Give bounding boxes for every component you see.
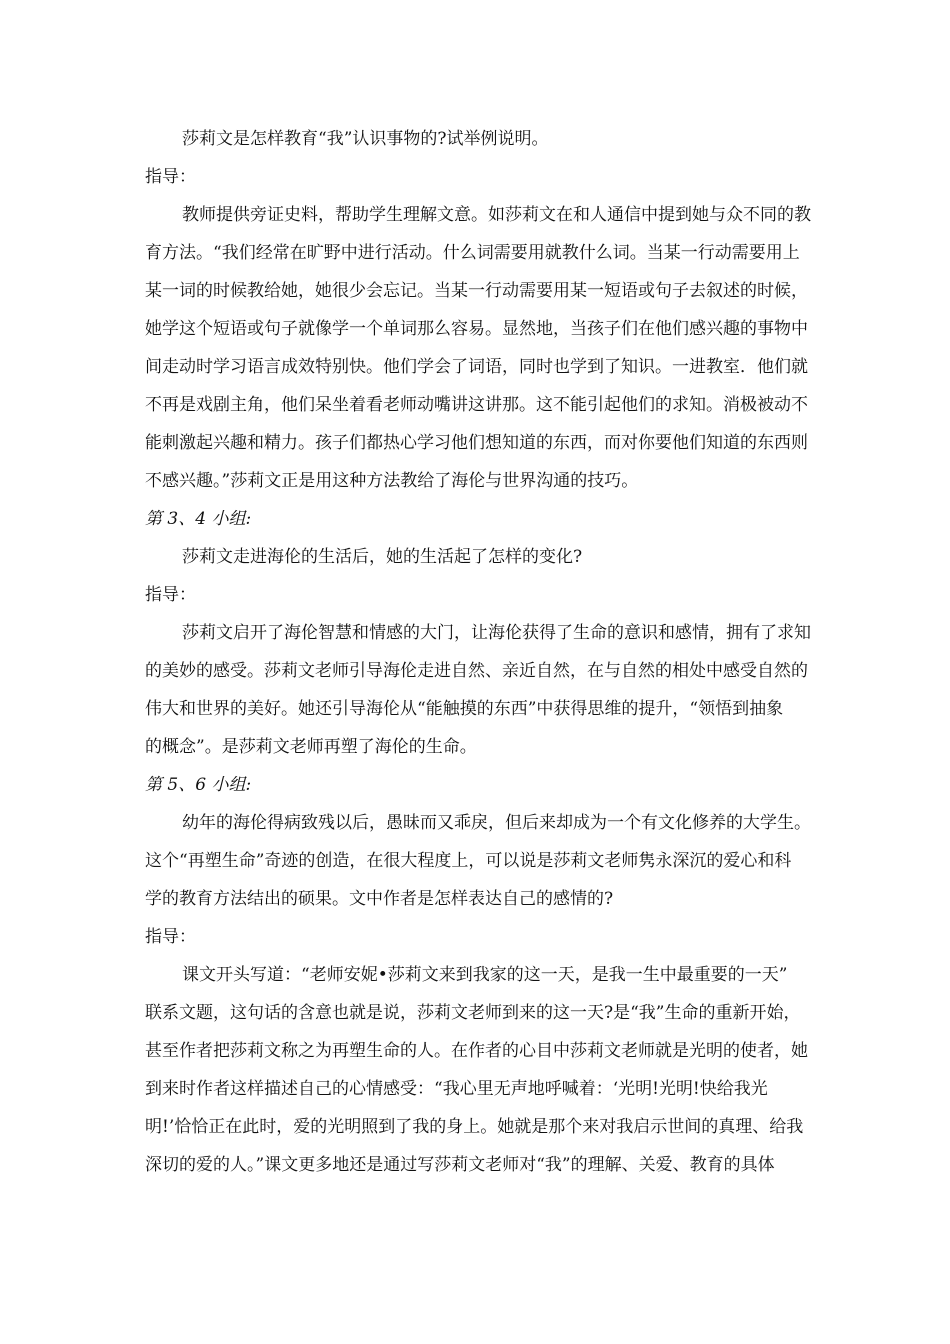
group-heading-3-4: 第 3、4 小组: bbox=[145, 509, 252, 529]
guide-3-line-4: 到来时作者这样描述自己的心情感受：“我心里无声地呼喊着：‘光明!光明!快给我光 bbox=[145, 1079, 768, 1099]
guide-3-line-3: 甚至作者把莎莉文称之为再塑生命的人。在作者的心目中莎莉文老师就是光明的使者，她 bbox=[145, 1041, 808, 1061]
guide-2-line-3: 伟大和世界的美好。她还引导海伦从“能触摸的东西”中获得思维的提升，“领悟到抽象 bbox=[145, 699, 784, 719]
guide-label-2: 指导： bbox=[145, 585, 196, 605]
guide-label-3: 指导： bbox=[145, 927, 196, 947]
guide-label-1: 指导： bbox=[145, 167, 196, 187]
guide-1-line-1: 教师提供旁证史料，帮助学生理解文意。如莎莉文在和人通信中提到她与众不同的教 bbox=[182, 205, 811, 225]
question-3-line-3: 学的教育方法结出的硕果。文中作者是怎样表达自己的感情的? bbox=[145, 889, 614, 909]
guide-2-line-4: 的概念”。是莎莉文老师再塑了海伦的生命。 bbox=[145, 737, 477, 757]
guide-1-line-2: 育方法。“我们经常在旷野中进行活动。什么词需要用就教什么词。当某一行动需要用上 bbox=[145, 243, 800, 263]
guide-2-line-1: 莎莉文启开了海伦智慧和情感的大门，让海伦获得了生命的意识和感情，拥有了求知 bbox=[182, 623, 811, 643]
question-3-line-2: 这个“再塑生命”奇迹的创造，在很大程度上，可以说是莎莉文老师隽永深沉的爱心和科 bbox=[145, 851, 792, 871]
guide-3-line-1: 课文开头写道：“老师安妮•莎莉文来到我家的这一天，是我一生中最重要的一天” bbox=[182, 965, 788, 985]
guide-3-line-2: 联系文题，这句话的含意也就是说，莎莉文老师到来的这一天?是“我”生命的重新开始， bbox=[145, 1003, 801, 1023]
guide-3-line-5: 明!’恰恰正在此时，爱的光明照到了我的身上。她就是那个来对我启示世间的真理、给我 bbox=[145, 1117, 804, 1137]
guide-3-line-6: 深切的爱的人。”课文更多地还是通过写莎莉文老师对“我”的理解、关爱、教育的具体 bbox=[145, 1155, 775, 1175]
guide-1-line-4: 她学这个短语或句子就像学一个单词那么容易。显然地，当孩子们在他们感兴趣的事物中 bbox=[145, 319, 808, 339]
document-body bbox=[145, 120, 810, 1184]
guide-2-line-2: 的美妙的感受。莎莉文老师引导海伦走进自然、亲近自然，在与自然的相处中感受自然的 bbox=[145, 661, 808, 681]
guide-1-line-7: 能刺激起兴趣和精力。孩子们都热心学习他们想知道的东西，而对你要他们知道的东西则 bbox=[145, 433, 808, 453]
group-heading-5-6: 第 5、6 小组: bbox=[145, 775, 252, 795]
question-3-line-1: 幼年的海伦得病致残以后，愚昧而又乖戾，但后来却成为一个有文化修养的大学生。 bbox=[182, 813, 811, 833]
guide-1-line-8: 不感兴趣。”莎莉文正是用这种方法教给了海伦与世界沟通的技巧。 bbox=[145, 471, 639, 491]
guide-1-line-6: 不再是戏剧主角，他们呆坐着看老师动嘴讲这讲那。这不能引起他们的求知。消极被动不 bbox=[145, 395, 808, 415]
guide-1-line-5: 间走动时学习语言成效特别快。他们学会了词语，同时也学到了知识。一进教室．他们就 bbox=[145, 357, 808, 377]
question-1-line-1: 莎莉文是怎样教育“我”认识事物的?试举例说明。 bbox=[182, 129, 549, 149]
guide-1-line-3: 某一词的时候教给她，她很少会忘记。当某一行动需要用某一短语或句子去叙述的时候， bbox=[145, 281, 808, 301]
question-2-line-1: 莎莉文走进海伦的生活后，她的生活起了怎样的变化? bbox=[182, 547, 583, 567]
